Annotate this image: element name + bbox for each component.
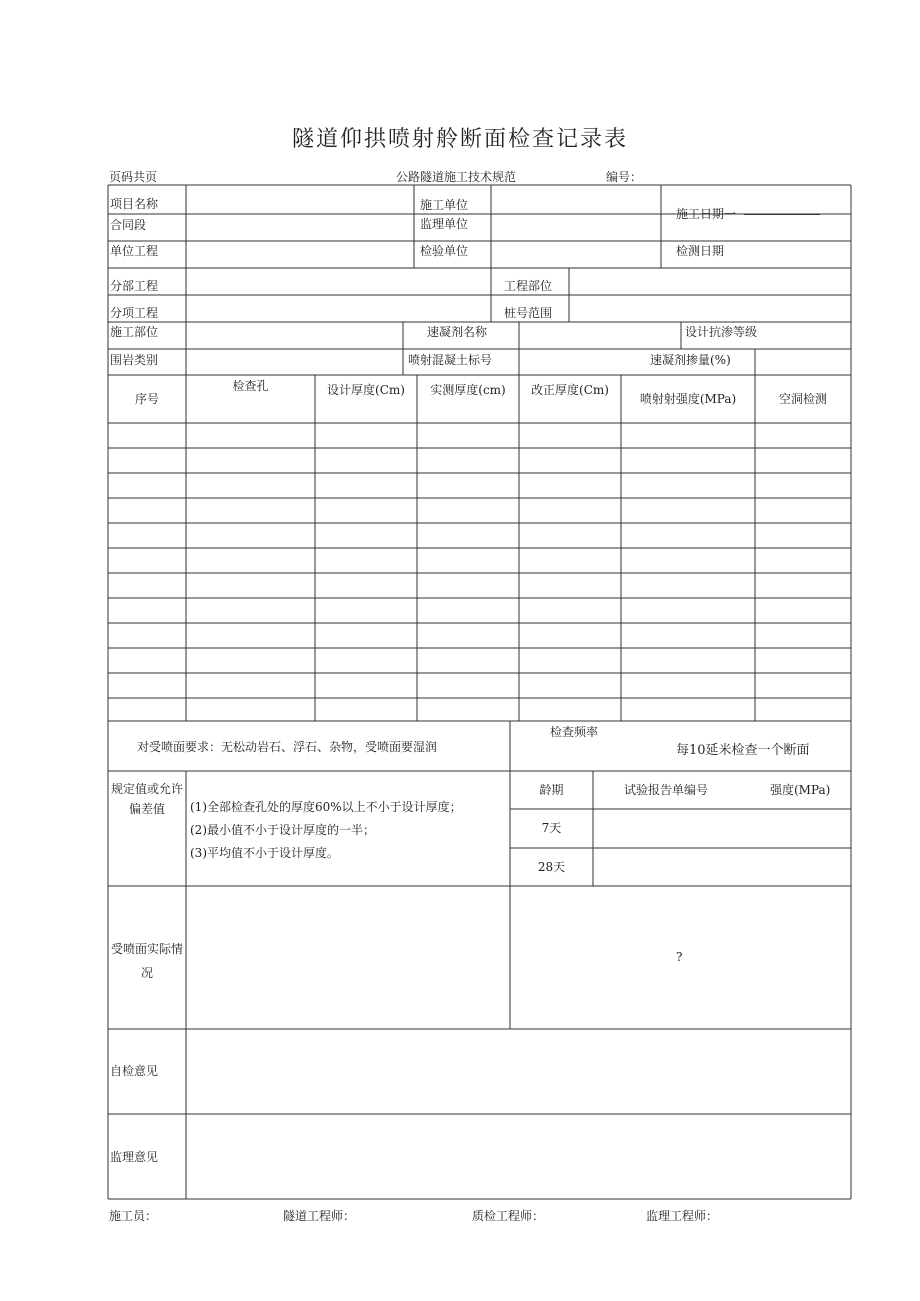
- actual-surface-mark: ?: [676, 950, 683, 964]
- tunnel-engineer-signature: 隧道工程师：: [283, 1209, 356, 1223]
- self-check-label: 自检意见: [110, 1064, 159, 1078]
- construction-date-line: [744, 214, 820, 215]
- tolerance-requirements: [190, 796, 508, 865]
- age-28-days: 28天: [537, 860, 566, 874]
- supervising-engineer-signature: 监理工程师：: [646, 1209, 719, 1223]
- tolerance-item: (1)全部检查孔处的厚度60%以上不小于设计厚度；: [190, 800, 462, 814]
- concrete-grade-label: 喷射混凝土标号: [408, 353, 493, 367]
- impermeability-grade-label: 设计抗渗等级: [685, 325, 758, 339]
- column-header-design-thickness: 设计厚度(Cm): [327, 383, 405, 397]
- contract-section-label: 合同段: [110, 218, 147, 232]
- constructor-signature: 施工员：: [109, 1209, 158, 1223]
- accelerator-dosage-label: 速凝剂掺量(%): [650, 353, 731, 367]
- age-7-days: 7天: [541, 821, 562, 835]
- tolerance-label: 规定值或允许偏差值: [110, 782, 183, 816]
- standard-name: 公路隧道施工技术规范: [396, 170, 517, 184]
- construction-part-label: 施工部位: [110, 325, 159, 339]
- accelerator-name-label: 速凝剂名称: [427, 325, 488, 339]
- age-label: 龄期: [539, 783, 564, 797]
- frequency-label: 检查频率: [550, 725, 599, 739]
- form-title: 隧道仰拱喷射舲断面检查记录表: [291, 127, 628, 152]
- inspection-date-label: 检测日期: [676, 244, 725, 258]
- sub-item-project-label: 分项工程: [110, 306, 159, 320]
- supervision-opinion-label: 监理意见: [110, 1150, 159, 1164]
- construction-unit-label: 施工单位: [420, 198, 469, 212]
- column-header-measured-thickness: 实测厚度(cm): [430, 383, 506, 397]
- tolerance-item: (3)平均值不小于设计厚度。: [190, 846, 339, 860]
- form-number-label: 编号：: [606, 170, 643, 184]
- engineering-part-label: 工程部位: [504, 279, 553, 293]
- column-header-seq: 序号: [134, 392, 159, 406]
- inspection-unit-label: 检验单位: [420, 244, 469, 258]
- surface-requirement: 对受喷面要求：无松动岩石、浮石、杂物，受喷面要湿润: [137, 740, 438, 754]
- station-range-label: 桩号范围: [504, 306, 553, 320]
- column-header-spray-strength: 喷射射强度(MPa): [639, 392, 737, 406]
- column-header-corrected-thickness: 改正厚度(Cm): [531, 383, 609, 397]
- construction-date-text: 施工日期一: [676, 207, 737, 221]
- unit-project-label: 单位工程: [110, 244, 159, 258]
- report-number-label: 试验报告单编号: [624, 783, 709, 797]
- column-header-void-detection: 空洞检测: [778, 392, 827, 406]
- quality-engineer-signature: 质检工程师：: [472, 1209, 545, 1223]
- column-header-check-hole: 检查孔: [232, 379, 269, 393]
- page-count: 页码共页: [109, 170, 158, 184]
- project-name-label: 项目名称: [110, 197, 159, 211]
- supervision-unit-label: 监理单位: [420, 217, 469, 231]
- frequency-value: 每10延米检查一个断面: [676, 743, 810, 758]
- rock-class-label: 围岩类别: [110, 353, 159, 367]
- divisional-project-label: 分部工程: [110, 279, 159, 293]
- strength-label: 强度(MPa): [770, 783, 831, 797]
- tolerance-item: (2)最小值不小于设计厚度的一半；: [190, 823, 375, 837]
- actual-surface-label: 受喷面实际情况: [110, 942, 183, 980]
- construction-date-label: [676, 208, 820, 220]
